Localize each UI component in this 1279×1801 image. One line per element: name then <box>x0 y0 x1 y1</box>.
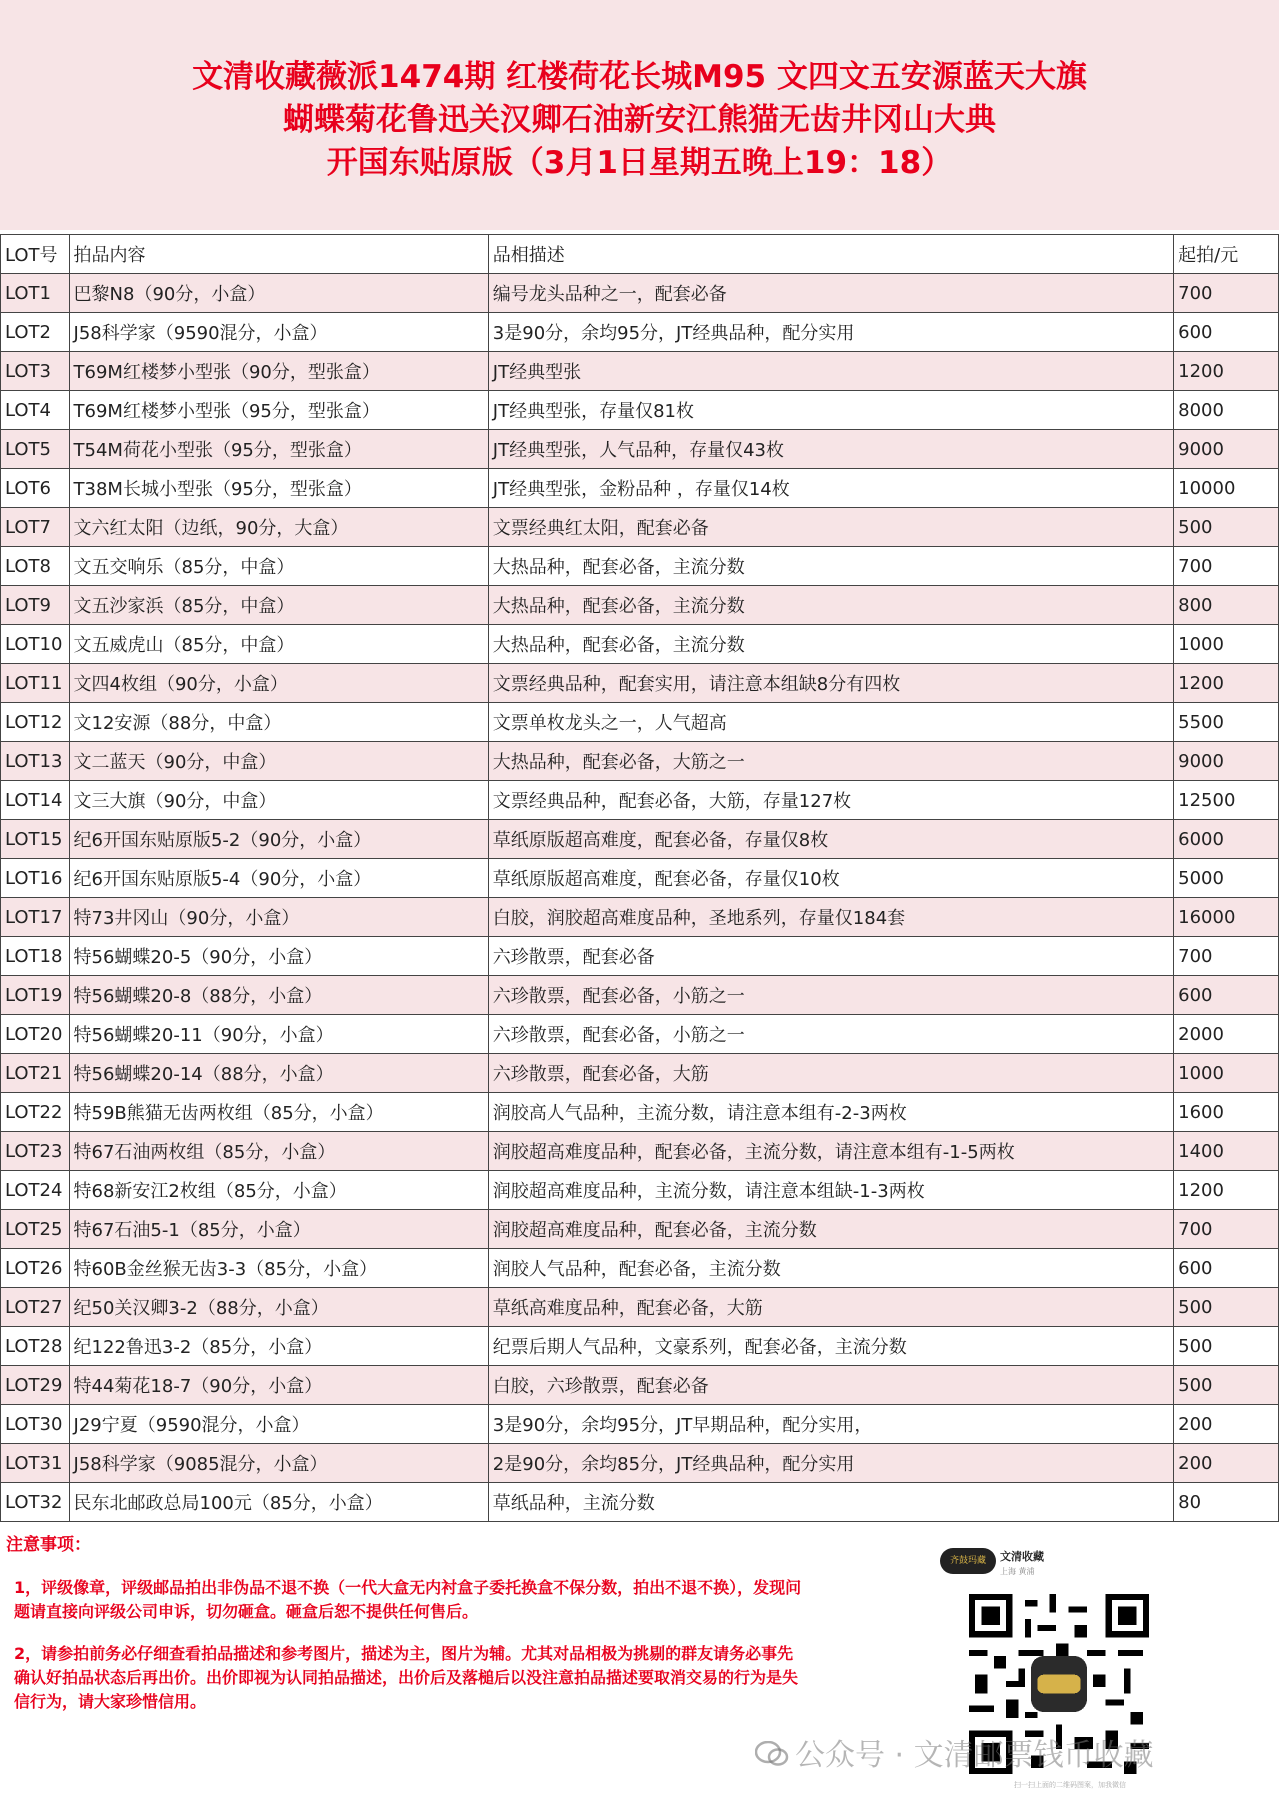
lot-table <box>0 234 1279 1522</box>
item-name-cell: J29宁夏（9590混分，小盒） <box>69 1405 488 1444</box>
table-row <box>1 547 1279 586</box>
start-price-cell: 1200 <box>1174 1171 1279 1210</box>
qr-location: 上海 黄浦 <box>1000 1567 1035 1576</box>
lot-number-cell: LOT10 <box>1 625 70 664</box>
lot-number-cell: LOT25 <box>1 1210 70 1249</box>
column-header-item: 拍品内容 <box>69 235 488 274</box>
start-price-cell: 700 <box>1174 547 1279 586</box>
item-name-cell: 特56蝴蝶20-14（88分，小盒） <box>69 1054 488 1093</box>
start-price-cell: 700 <box>1174 274 1279 313</box>
condition-description-cell: 文票经典品种，配套实用，请注意本组缺8分有四枚 <box>488 664 1173 703</box>
condition-description-cell: 草纸原版超高难度，配套必备，存量仅8枚 <box>488 820 1173 859</box>
brand-logo: 齐鼓玛藏 <box>940 1548 996 1574</box>
header-banner <box>0 0 1279 230</box>
condition-description-cell: 2是90分，余均85分，JT经典品种，配分实用 <box>488 1444 1173 1483</box>
item-name-cell: 民东北邮政总局100元（85分，小盒） <box>69 1483 488 1522</box>
notes-title: 注意事项： <box>6 1535 91 1555</box>
item-name-cell: 特59B熊猫无齿两枚组（85分，小盒） <box>69 1093 488 1132</box>
title-line-1: 文清收藏薇派1474期 红楼荷花长城M95 文四文五安源蓝天大旗 <box>192 59 1087 95</box>
lot-number-cell: LOT24 <box>1 1171 70 1210</box>
condition-description-cell: 润胶高人气品种，主流分数，请注意本组有-2-3两枚 <box>488 1093 1173 1132</box>
wechat-icon <box>755 1741 789 1767</box>
condition-description-cell: 白胶，六珍散票，配套必备 <box>488 1366 1173 1405</box>
lot-number-cell: LOT7 <box>1 508 70 547</box>
item-name-cell: 特56蝴蝶20-8（88分，小盒） <box>69 976 488 1015</box>
condition-description-cell: 大热品种，配套必备，主流分数 <box>488 547 1173 586</box>
item-name-cell: 巴黎N8（90分，小盒） <box>69 274 488 313</box>
condition-description-cell: 润胶超高难度品种，配套必备，主流分数，请注意本组有-1-5两枚 <box>488 1132 1173 1171</box>
lot-number-cell: LOT30 <box>1 1405 70 1444</box>
table-row <box>1 313 1279 352</box>
lot-number-cell: LOT29 <box>1 1366 70 1405</box>
table-body <box>1 274 1279 1522</box>
table-header-row <box>1 235 1279 274</box>
condition-description-cell: JT经典型张，金粉品种 ，存量仅14枚 <box>488 469 1173 508</box>
lot-number-cell: LOT4 <box>1 391 70 430</box>
title-line-3: 开国东贴原版（3月1日星期五晚上19：18） <box>326 145 953 181</box>
start-price-cell: 500 <box>1174 1288 1279 1327</box>
table-row <box>1 469 1279 508</box>
start-price-cell: 600 <box>1174 1249 1279 1288</box>
table-row <box>1 742 1279 781</box>
start-price-cell: 5500 <box>1174 703 1279 742</box>
condition-description-cell: 六珍散票，配套必备，小筋之一 <box>488 1015 1173 1054</box>
start-price-cell: 8000 <box>1174 391 1279 430</box>
title-line-2: 蝴蝶菊花鲁迅关汉卿石油新安江熊猫无齿井冈山大典 <box>283 102 996 138</box>
lot-number-cell: LOT32 <box>1 1483 70 1522</box>
watermark-text: 公众号 · 文清邮票钱币收藏 <box>795 1738 1154 1773</box>
condition-description-cell: 润胶超高难度品种，主流分数，请注意本组缺-1-3两枚 <box>488 1171 1173 1210</box>
start-price-cell: 1600 <box>1174 1093 1279 1132</box>
table-row <box>1 1288 1279 1327</box>
table-row <box>1 586 1279 625</box>
column-header-lot: LOT号 <box>1 235 70 274</box>
start-price-cell: 800 <box>1174 586 1279 625</box>
table-row <box>1 1171 1279 1210</box>
condition-description-cell: 大热品种，配套必备，大筋之一 <box>488 742 1173 781</box>
item-name-cell: 文三大旗（90分，中盒） <box>69 781 488 820</box>
item-name-cell: 纪6开国东贴原版5-4（90分，小盒） <box>69 859 488 898</box>
notes-item-1: 1，评级像章，评级邮品拍出非伪品不退不换（一代大盒无内衬盒子委托换盒不保分数，拍出不退不换），发现问题请直接向评级公司申诉，切勿砸盒。砸盒后恕不提供任何售后。 <box>14 1578 802 1621</box>
table-row <box>1 1444 1279 1483</box>
start-price-cell: 1400 <box>1174 1132 1279 1171</box>
condition-description-cell: 六珍散票，配套必备 <box>488 937 1173 976</box>
item-name-cell: T38M长城小型张（95分，型张盒） <box>69 469 488 508</box>
table-row <box>1 820 1279 859</box>
lot-number-cell: LOT12 <box>1 703 70 742</box>
table-row <box>1 625 1279 664</box>
item-name-cell: 特56蝴蝶20-5（90分，小盒） <box>69 937 488 976</box>
start-price-cell: 500 <box>1174 1366 1279 1405</box>
item-name-cell: T69M红楼梦小型张（90分，型张盒） <box>69 352 488 391</box>
condition-description-cell: 3是90分，余均95分，JT早期品种，配分实用， <box>488 1405 1173 1444</box>
start-price-cell: 16000 <box>1174 898 1279 937</box>
item-name-cell: 文五威虎山（85分，中盒） <box>69 625 488 664</box>
start-price-cell: 600 <box>1174 313 1279 352</box>
item-name-cell: 特56蝴蝶20-11（90分，小盒） <box>69 1015 488 1054</box>
item-name-cell: 文六红太阳（边纸，90分，大盒） <box>69 508 488 547</box>
table-row <box>1 898 1279 937</box>
item-name-cell: T54M荷花小型张（95分，型张盒） <box>69 430 488 469</box>
start-price-cell: 200 <box>1174 1444 1279 1483</box>
condition-description-cell: 润胶超高难度品种，配套必备，主流分数 <box>488 1210 1173 1249</box>
qr-caption: 扫一扫上面的二维码图案，加我微信 <box>1014 1781 1126 1789</box>
start-price-cell: 500 <box>1174 508 1279 547</box>
table-row <box>1 703 1279 742</box>
item-name-cell: 文12安源（88分，中盒） <box>69 703 488 742</box>
column-header-description: 品相描述 <box>488 235 1173 274</box>
item-name-cell: 特44菊花18-7（90分，小盒） <box>69 1366 488 1405</box>
condition-description-cell: JT经典型张，人气品种，存量仅43枚 <box>488 430 1173 469</box>
condition-description-cell: 文票单枚龙头之一，人气超高 <box>488 703 1173 742</box>
item-name-cell: 纪6开国东贴原版5-2（90分，小盒） <box>69 820 488 859</box>
lot-number-cell: LOT1 <box>1 274 70 313</box>
start-price-cell: 1200 <box>1174 352 1279 391</box>
lot-number-cell: LOT17 <box>1 898 70 937</box>
item-name-cell: J58科学家（9085混分，小盒） <box>69 1444 488 1483</box>
table-row <box>1 976 1279 1015</box>
lot-number-cell: LOT26 <box>1 1249 70 1288</box>
condition-description-cell: 文票经典品种，配套必备，大筋，存量127枚 <box>488 781 1173 820</box>
notes-item-2: 2，请参拍前务必仔细查看拍品描述和参考图片，描述为主，图片为辅。尤其对品相极为挑剔的群友请务必事先确认好拍品状态后再出价。出价即视为认同拍品描述，出价后及落槌后以没注意拍品描述要取消交易的行为是失信行为，请大家珍惜信用。 <box>14 1644 799 1711</box>
lot-number-cell: LOT31 <box>1 1444 70 1483</box>
condition-description-cell: 白胶，润胶超高难度品种，圣地系列，存量仅184套 <box>488 898 1173 937</box>
lot-number-cell: LOT5 <box>1 430 70 469</box>
table-row <box>1 391 1279 430</box>
condition-description-cell: JT经典型张，存量仅81枚 <box>488 391 1173 430</box>
table-row <box>1 430 1279 469</box>
start-price-cell: 1000 <box>1174 1054 1279 1093</box>
start-price-cell: 9000 <box>1174 742 1279 781</box>
lot-number-cell: LOT20 <box>1 1015 70 1054</box>
condition-description-cell: 编号龙头品种之一，配套必备 <box>488 274 1173 313</box>
start-price-cell: 9000 <box>1174 430 1279 469</box>
lot-number-cell: LOT11 <box>1 664 70 703</box>
watermark <box>755 1730 1154 1774</box>
start-price-cell: 2000 <box>1174 1015 1279 1054</box>
table-row <box>1 1483 1279 1522</box>
table-row <box>1 508 1279 547</box>
condition-description-cell: 润胶人气品种，配套必备，主流分数 <box>488 1249 1173 1288</box>
table-row <box>1 1405 1279 1444</box>
lot-number-cell: LOT8 <box>1 547 70 586</box>
condition-description-cell: 草纸品种，主流分数 <box>488 1483 1173 1522</box>
condition-description-cell: 3是90分，余均95分，JT经典品种，配分实用 <box>488 313 1173 352</box>
start-price-cell: 12500 <box>1174 781 1279 820</box>
item-name-cell: 特67石油5-1（85分，小盒） <box>69 1210 488 1249</box>
start-price-cell: 80 <box>1174 1483 1279 1522</box>
condition-description-cell: 大热品种，配套必备，主流分数 <box>488 625 1173 664</box>
lot-number-cell: LOT16 <box>1 859 70 898</box>
start-price-cell: 10000 <box>1174 469 1279 508</box>
table-row <box>1 1054 1279 1093</box>
start-price-cell: 600 <box>1174 976 1279 1015</box>
item-name-cell: 文五沙家浜（85分，中盒） <box>69 586 488 625</box>
item-name-cell: 文二蓝天（90分，中盒） <box>69 742 488 781</box>
lot-number-cell: LOT6 <box>1 469 70 508</box>
condition-description-cell: 六珍散票，配套必备，小筋之一 <box>488 976 1173 1015</box>
qr-account-name: 文清收藏 <box>1000 1550 1044 1563</box>
lot-number-cell: LOT15 <box>1 820 70 859</box>
condition-description-cell: 草纸原版超高难度，配套必备，存量仅10枚 <box>488 859 1173 898</box>
lot-number-cell: LOT9 <box>1 586 70 625</box>
item-name-cell: T69M红楼梦小型张（95分，型张盒） <box>69 391 488 430</box>
condition-description-cell: 草纸高难度品种，配套必备，大筋 <box>488 1288 1173 1327</box>
condition-description-cell: 大热品种，配套必备，主流分数 <box>488 586 1173 625</box>
item-name-cell: 纪50关汉卿3-2（88分，小盒） <box>69 1288 488 1327</box>
lot-number-cell: LOT21 <box>1 1054 70 1093</box>
item-name-cell: 特67石油两枚组（85分，小盒） <box>69 1132 488 1171</box>
table-row <box>1 1366 1279 1405</box>
table-row <box>1 1327 1279 1366</box>
item-name-cell: 特68新安江2枚组（85分，小盒） <box>69 1171 488 1210</box>
start-price-cell: 1200 <box>1174 664 1279 703</box>
item-name-cell: 文五交响乐（85分，中盒） <box>69 547 488 586</box>
condition-description-cell: 纪票后期人气品种，文豪系列，配套必备，主流分数 <box>488 1327 1173 1366</box>
table-row <box>1 859 1279 898</box>
table-row <box>1 352 1279 391</box>
lot-number-cell: LOT2 <box>1 313 70 352</box>
table-row <box>1 1132 1279 1171</box>
lot-number-cell: LOT23 <box>1 1132 70 1171</box>
table-row <box>1 1249 1279 1288</box>
lot-number-cell: LOT27 <box>1 1288 70 1327</box>
start-price-cell: 5000 <box>1174 859 1279 898</box>
table-row <box>1 937 1279 976</box>
start-price-cell: 1000 <box>1174 625 1279 664</box>
start-price-cell: 200 <box>1174 1405 1279 1444</box>
condition-description-cell: JT经典型张 <box>488 352 1173 391</box>
table-row <box>1 781 1279 820</box>
table-row <box>1 274 1279 313</box>
lot-number-cell: LOT3 <box>1 352 70 391</box>
condition-description-cell: 六珍散票，配套必备，大筋 <box>488 1054 1173 1093</box>
lot-number-cell: LOT14 <box>1 781 70 820</box>
condition-description-cell: 文票经典红太阳，配套必备 <box>488 508 1173 547</box>
table-row <box>1 664 1279 703</box>
lot-number-cell: LOT18 <box>1 937 70 976</box>
start-price-cell: 700 <box>1174 937 1279 976</box>
table-row <box>1 1015 1279 1054</box>
start-price-cell: 500 <box>1174 1327 1279 1366</box>
start-price-cell: 6000 <box>1174 820 1279 859</box>
table-row <box>1 1210 1279 1249</box>
lot-number-cell: LOT19 <box>1 976 70 1015</box>
lot-number-cell: LOT13 <box>1 742 70 781</box>
item-name-cell: 文四4枚组（90分，小盒） <box>69 664 488 703</box>
item-name-cell: 特73井冈山（90分，小盒） <box>69 898 488 937</box>
table-row <box>1 1093 1279 1132</box>
item-name-cell: 纪122鲁迅3-2（85分，小盒） <box>69 1327 488 1366</box>
column-header-start-price: 起拍/元 <box>1174 235 1279 274</box>
item-name-cell: J58科学家（9590混分，小盒） <box>69 313 488 352</box>
item-name-cell: 特60B金丝猴无齿3-3（85分，小盒） <box>69 1249 488 1288</box>
start-price-cell: 700 <box>1174 1210 1279 1249</box>
lot-number-cell: LOT28 <box>1 1327 70 1366</box>
lot-number-cell: LOT22 <box>1 1093 70 1132</box>
